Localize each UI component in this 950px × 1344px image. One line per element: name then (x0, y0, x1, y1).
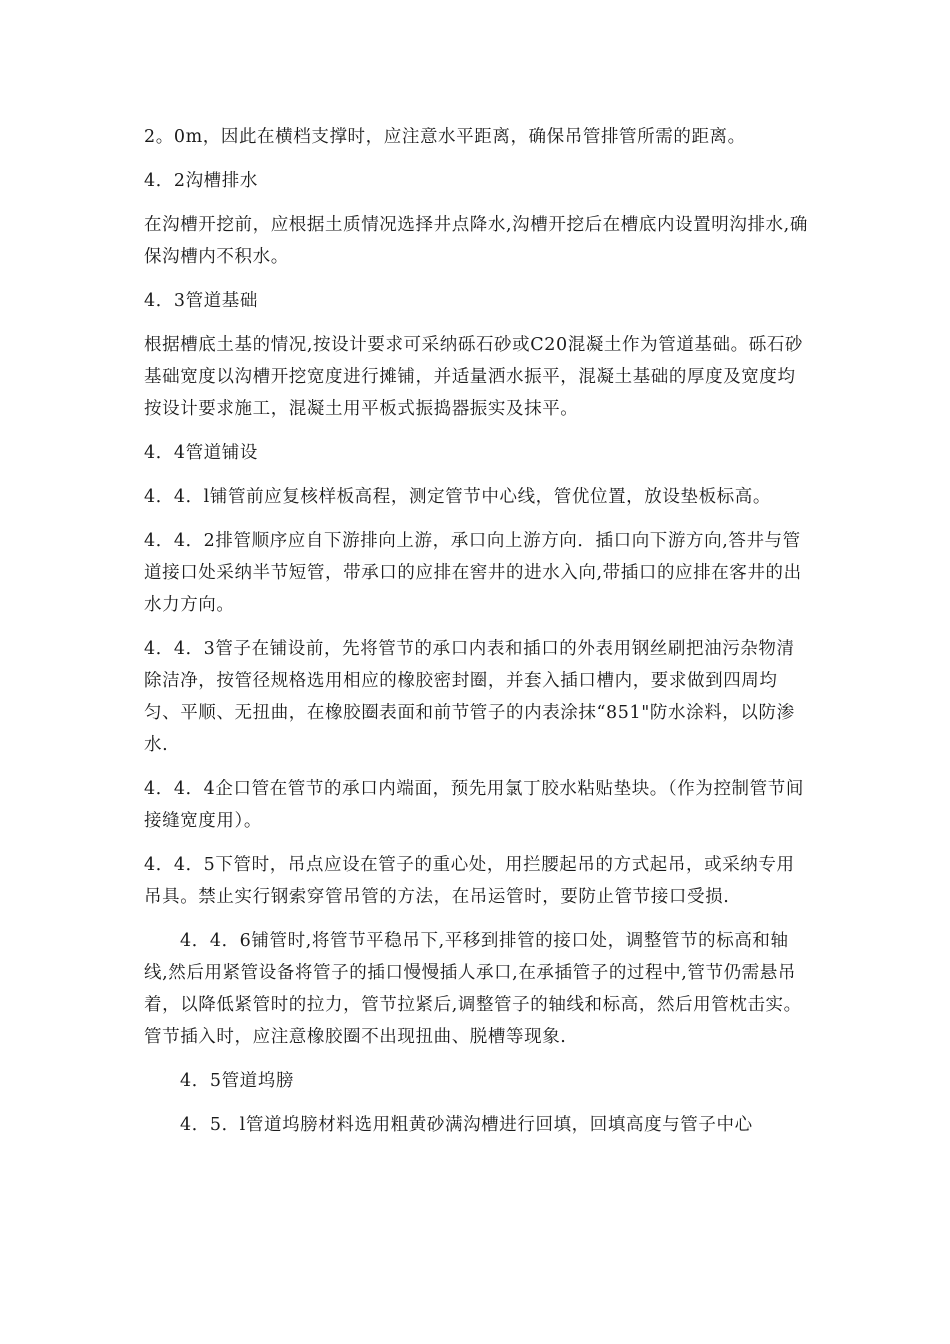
paragraph-4-4-2: 4．4．2排管顺序应自下游排向上游，承口向上游方向．插口向下游方向,答井与管道接口处采纳半节短管，带承口的应排在窖井的进水入向,带插口的应排在客井的出水力方向。 (144, 531, 802, 615)
document-body (144, 121, 812, 1153)
paragraph-pipe-foundation: 根据槽底土基的情况,按设计要求可采纳砾石砂或C20混凝土作为管道基础。砾石砂基础宽度以沟槽开挖宽度进行摊铺，并适量洒水振平，混凝土基础的厚度及宽度均按设计要求施工，混凝土用平板式振捣器振实及抹平。 (144, 335, 804, 419)
section-heading-4-5: 4．5管道坞膀 (180, 1071, 294, 1091)
paragraph-4-4-1: 4．4．l铺管前应复核样板高程，测定管节中心线，管优位置，放设垫板标高。 (144, 487, 771, 507)
paragraph-4-4-3: 4．4．3管子在铺设前，先将管节的承口内表和插口的外表用钢丝刷把油污杂物清除洁净，按管径规格选用相应的橡胶密封圈，并套入插口槽内，要求做到四周均匀、平顺、无扭曲，在橡胶圈表面和前节管子的内表涂抹“851"防水涂料，以防渗水. (144, 639, 795, 755)
paragraph-trench-drainage: 在沟槽开挖前，应根据土质情况选择井点降水,沟槽开挖后在槽底内设置明沟排水,确保沟槽内不积水。 (144, 215, 808, 267)
section-heading-4-4: 4．4管道铺设 (144, 443, 258, 463)
paragraph-4-4-6: 4．4．6铺管时,将管节平稳吊下,平移到排管的接口处，调整管节的标高和轴线,然后用紧管设备将管子的插口慢慢插人承口,在承插管子的过程中,管节仍需悬吊着，以降低紧管时的拉力，管节拉紧后,调整管子的轴线和标高，然后用管枕击实。管节插入时，应注意橡胶圈不出现扭曲、脱槽等现象. (144, 931, 802, 1047)
paragraph-4-4-4: 4．4．4企口管在管节的承口内端面，预先用氯丁胶水粘贴垫块。（作为控制管节间接缝宽度用）。 (144, 779, 804, 831)
paragraph-horizontal-spacing: 2。0m，因此在横档支撑时，应注意水平距离，确保吊管排管所需的距离。 (144, 127, 746, 147)
paragraph-4-5-1: 4．5．l管道坞膀材料选用粗黄砂满沟槽进行回填，回填高度与管子中心 (180, 1115, 753, 1135)
section-heading-4-3: 4．3管道基础 (144, 291, 258, 311)
section-heading-4-2: 4．2沟槽排水 (144, 171, 258, 191)
paragraph-4-4-5: 4．4．5下管时，吊点应设在管子的重心处，用拦腰起吊的方式起吊，或采纳专用吊具。禁止实行钢索穿管吊管的方法，在吊运管时，要防止管节接口受损. (144, 855, 795, 907)
